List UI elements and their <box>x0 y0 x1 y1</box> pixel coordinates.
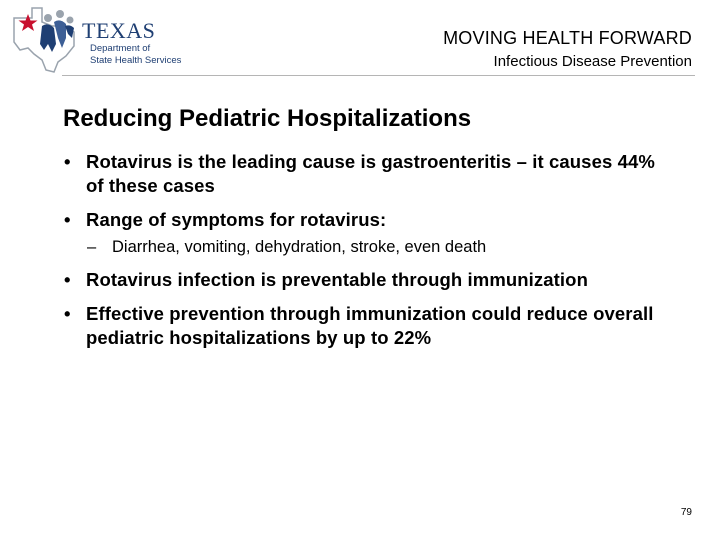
bullet-text: Effective prevention through immunization could reduce overall pediatric hospitalizations by up to 22% <box>86 303 654 348</box>
texas-dshs-logo <box>8 4 193 76</box>
bullet-item <box>63 302 663 350</box>
bullet-list <box>63 150 663 360</box>
logo-wordmark: TEXAS <box>82 18 156 43</box>
sub-bullet-item <box>63 236 663 258</box>
header-tagline: MOVING HEALTH FORWARD <box>443 28 692 48</box>
bullet-text: Rotavirus infection is preventable through immunization <box>86 269 588 290</box>
logo-subtitle-line2: State Health Services <box>90 55 182 66</box>
bullet-text: Range of symptoms for rotavirus: <box>86 209 387 230</box>
bullet-text: Rotavirus is the leading cause is gastroenteritis – it causes 44% of these cases <box>86 151 655 196</box>
sub-bullet-text: Diarrhea, vomiting, dehydration, stroke, even death <box>112 238 487 256</box>
sub-bullet-marker: – <box>87 238 97 256</box>
logo-subtitle-line1: Department of <box>90 43 151 54</box>
page-number: 79 <box>680 507 692 518</box>
bullet-item <box>63 268 663 292</box>
bullet-marker: • <box>64 209 71 230</box>
bullet-marker: • <box>64 269 71 290</box>
bullet-item <box>63 150 663 198</box>
bullet-marker: • <box>64 303 71 324</box>
bullet-marker: • <box>64 151 71 172</box>
texas-map-figures-icon <box>8 4 86 76</box>
logo-subtitle <box>90 43 200 67</box>
header-program: Infectious Disease Prevention <box>493 53 692 70</box>
bullet-item <box>63 208 663 232</box>
header-divider <box>62 75 695 76</box>
slide-title: Reducing Pediatric Hospitalizations <box>63 105 472 132</box>
